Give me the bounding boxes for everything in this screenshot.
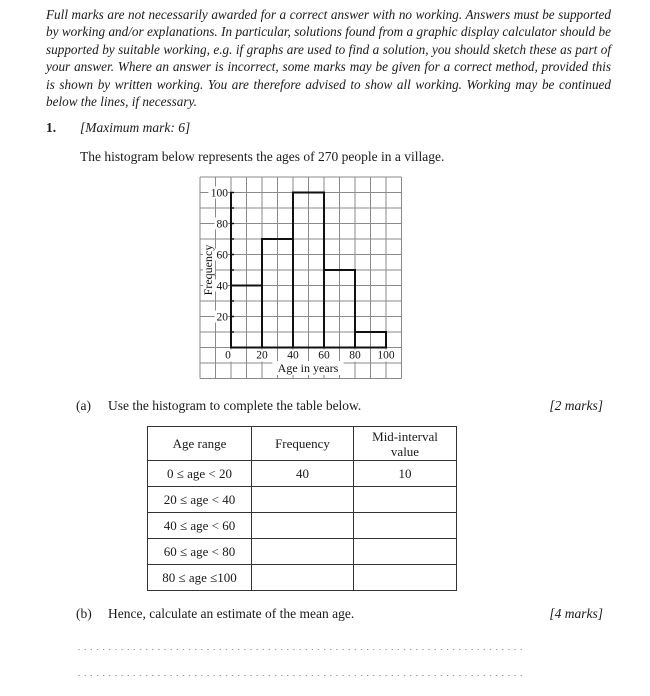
svg-text:40: 40 <box>216 280 228 293</box>
question-number: 1. <box>46 120 57 135</box>
mid-interval-cell[interactable]: 10 <box>354 461 457 487</box>
svg-text:0: 0 <box>225 349 231 362</box>
svg-text:60: 60 <box>318 349 330 362</box>
age-range-cell: 40 ≤ age < 60 <box>148 513 252 539</box>
instructions-paragraph: Full marks are not necessarily awarded for a correct answer with no working. Answers must be supported by working and/or explanations. In particular, solutions found from a graphic display calculator should be supported by suitable working, e.g. if graphs are used to find a solution, you should sketch these as part of your answer. Where an answer is incorrect, some marks may be given for a correct method, provided this is shown by written working. You are therefore advised to show all working. Working may be continued below the lines, if necessary. <box>46 7 611 110</box>
header-frequency: Frequency <box>252 427 354 461</box>
age-range-cell: 0 ≤ age < 20 <box>148 461 252 487</box>
frequency-table <box>147 426 457 591</box>
y-axis-label: Frequency <box>201 244 215 296</box>
part-a-text: Use the histogram to complete the table below. <box>108 398 362 413</box>
question-stem: The histogram below represents the ages of 270 people in a village. <box>80 149 445 164</box>
table-row <box>148 461 457 487</box>
svg-text:100: 100 <box>210 187 228 200</box>
maximum-mark: [Maximum mark: 6] <box>80 120 191 135</box>
svg-text:80: 80 <box>216 218 228 231</box>
part-b-label: (b) <box>76 606 92 621</box>
table-row <box>148 565 457 591</box>
svg-text:20: 20 <box>216 311 228 324</box>
svg-text:80: 80 <box>349 349 361 362</box>
x-axis-label: Age in years <box>277 361 339 375</box>
mid-interval-cell[interactable] <box>354 487 457 513</box>
svg-text:60: 60 <box>216 249 228 262</box>
frequency-cell[interactable] <box>252 487 354 513</box>
age-range-cell: 80 ≤ age ≤100 <box>148 565 252 591</box>
mid-interval-cell[interactable] <box>354 565 457 591</box>
header-mid-interval <box>354 427 457 461</box>
answer-line-2[interactable] <box>76 675 526 676</box>
svg-text:20: 20 <box>256 349 268 362</box>
header-mid-line1: Mid-interval <box>372 428 438 444</box>
part-a-label: (a) <box>76 398 91 413</box>
header-mid-line2: value <box>390 443 420 459</box>
table-row <box>148 513 457 539</box>
part-b-text: Hence, calculate an estimate of the mean age. <box>108 606 355 621</box>
part-a-marks: [2 marks] <box>549 398 603 413</box>
table-header-row <box>148 427 457 461</box>
table-row <box>148 539 457 565</box>
frequency-cell[interactable] <box>252 565 354 591</box>
svg-text:40: 40 <box>287 349 299 362</box>
frequency-cell[interactable] <box>252 513 354 539</box>
part-b-marks: [4 marks] <box>549 606 603 621</box>
mid-interval-cell[interactable] <box>354 539 457 565</box>
frequency-cell[interactable]: 40 <box>252 461 354 487</box>
age-range-cell: 20 ≤ age < 40 <box>148 487 252 513</box>
header-age-range: Age range <box>148 427 252 461</box>
svg-text:100: 100 <box>377 349 395 362</box>
answer-line-1[interactable] <box>76 649 526 650</box>
age-range-cell: 60 ≤ age < 80 <box>148 539 252 565</box>
table-row <box>148 487 457 513</box>
frequency-cell[interactable] <box>252 539 354 565</box>
mid-interval-cell[interactable] <box>354 513 457 539</box>
